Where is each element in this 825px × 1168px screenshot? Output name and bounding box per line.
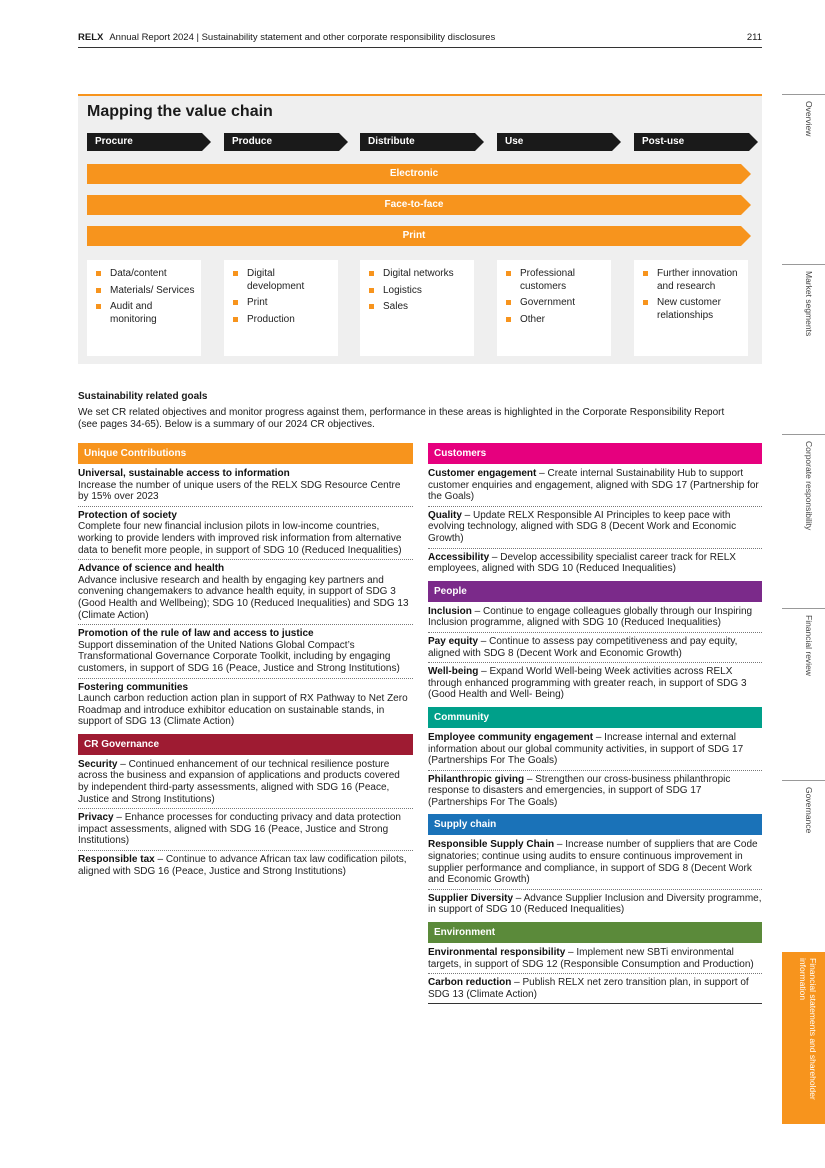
- objective-item: [428, 839, 762, 889]
- objective-text: – Develop accessibility specialist career track for RELX employees, aligned with SDG 10 (Reduced Inequalities): [428, 551, 736, 575]
- objective-text: – Implement new SBTi environmental targets, in support of SDG 12 (Responsible Consumption and Production): [428, 947, 754, 970]
- objective-text: – Create internal Sustainability Hub to support customer enquiries and engagement, aligned with SDG 17 (Partnership for the Goals): [428, 468, 759, 503]
- page-header: [78, 32, 762, 46]
- objective-text: – Update RELX Responsible AI Principles to keep pace with evolving technology, aligned with SDG 8 (Decent Work and Economic Growth): [428, 509, 737, 544]
- list-item: Logistics: [368, 285, 468, 298]
- objective-text: Advance inclusive research and health by engaging key partners and convening changemakers to advance health equity, in support of SDG 3 (Good Health and Wellbeing); SDG 10 (Reduced Inequalities) and SDG 13 (Climate Action): [78, 574, 409, 621]
- objective-item: [428, 977, 762, 1004]
- brand-name: RELX: [78, 32, 104, 43]
- list-item: Materials/ Services: [95, 285, 195, 298]
- objective-title: Supplier Diversity: [428, 892, 514, 904]
- objective-title: Universal, sustainable access to information: [78, 468, 290, 479]
- section-header-unique-contributions: Unique Contributions: [78, 443, 413, 464]
- list-item: Further innovation and research: [642, 268, 742, 293]
- tab-corporate-responsibility[interactable]: [782, 434, 825, 608]
- objective-title: Promotion of the rule of law and access to justice: [78, 628, 314, 640]
- objective-item: [428, 893, 762, 919]
- list-item: Digital networks: [368, 268, 468, 281]
- list-item: Sales: [368, 301, 468, 314]
- list-item: Print: [232, 297, 332, 310]
- objective-title: Employee community engagement: [428, 731, 594, 743]
- column-procure: [87, 260, 201, 356]
- objectives-right-column: [428, 443, 762, 1007]
- goals-heading: Sustainability related goals: [78, 391, 208, 402]
- objective-item: [78, 628, 413, 678]
- column-distribute: [360, 260, 474, 356]
- column-post-use: [634, 260, 748, 356]
- objective-text: – Continue to engage colleagues globally through our Inspiring Inclusion programme, aligned with SDG 10 (Reduced Inequalities): [428, 605, 753, 629]
- section-header-cr-governance: CR Governance: [78, 734, 413, 755]
- tab-overview[interactable]: [782, 94, 825, 264]
- objective-item: [78, 563, 413, 625]
- objective-text: – Increase number of suppliers that are Code signatories; continue using audits to ensure continuous improvement in supplier performance and compliance, in support of SDG 8 (Decent Work and Economic Growth): [428, 839, 758, 886]
- tab-governance[interactable]: [782, 780, 825, 952]
- objective-title: Protection of society: [78, 509, 177, 521]
- tab-market-segments[interactable]: [782, 264, 825, 434]
- list-item: Production: [232, 314, 332, 327]
- stage-procure: Procure: [87, 133, 202, 151]
- objective-item: [78, 759, 413, 809]
- value-chain-panel: [78, 94, 762, 364]
- report-title: Annual Report 2024 | Sustainability statement and other corporate responsibility disclosures: [109, 32, 496, 43]
- objective-item: [428, 552, 762, 578]
- objective-item: [78, 854, 413, 880]
- objective-text: – Expand World Well-being Week activities across RELX through enhanced programming with greater reach, in support of SDG 3 (Good Health and Well- Being): [428, 666, 747, 701]
- tab-label: Market segments: [804, 271, 814, 337]
- objective-title: Security: [78, 758, 118, 770]
- goals-intro: We set CR related objectives and monitor progress against them, performance in these areas is highlighted in the Corporate Responsibility Report (see pages 34-65). Below is a summary of our 2024 CR objectives.: [78, 407, 725, 430]
- objective-item: [428, 666, 762, 704]
- objective-item: [428, 947, 762, 974]
- tab-label: Corporate responsibility: [804, 441, 814, 531]
- objective-item: [428, 468, 762, 507]
- band-print: Print: [87, 226, 741, 246]
- objective-title: Well-being: [428, 666, 479, 678]
- objective-title: Pay equity: [428, 635, 479, 647]
- objective-title: Environmental responsibility: [428, 947, 566, 959]
- objective-item: [428, 732, 762, 771]
- objective-title: Customer engagement: [428, 468, 537, 479]
- objective-title: Quality: [428, 509, 462, 521]
- objective-title: Responsible Supply Chain: [428, 839, 555, 851]
- tab-label: Financial statements and shareholder information: [798, 958, 818, 1100]
- objective-item: [428, 510, 762, 549]
- objective-item: [428, 606, 762, 633]
- objective-text: – Strengthen our cross-business philanthropic response to disasters and emergencies, in support of SDG 17 (Partnerships For The Goals): [428, 773, 731, 808]
- objective-text: Support dissemination of the United Nations Global Compact’s Transformational Governance Corporate Toolkit, including by engaging customers, in support of SDG 16 (Peace, Justice and Strong Institutions): [78, 639, 400, 674]
- objective-item: [78, 812, 413, 851]
- objective-text: Increase the number of unique users of the RELX SDG Resource Centre by 15% over 2023: [78, 479, 401, 503]
- stage-produce: Produce: [224, 133, 339, 151]
- objective-text: – Enhance processes for conducting privacy and data protection impact assessments, aligned with SDG 16 (Peace, Justice and Strong Institutions): [78, 812, 401, 847]
- stage-post-use: Post-use: [634, 133, 749, 151]
- value-chain-title: Mapping the value chain: [87, 103, 273, 120]
- header-title-group: [78, 32, 495, 46]
- objective-text: – Increase internal and external information about our global community activities, in support of SDG 17 (Partnerships For The Goals): [428, 731, 744, 767]
- tab-financial-statements[interactable]: [782, 952, 825, 1124]
- band-face-to-face: Face-to-face: [87, 195, 741, 215]
- objective-item: [428, 636, 762, 663]
- list-item: Government: [505, 297, 605, 310]
- list-item: Professional customers: [505, 268, 605, 293]
- objective-text: – Continue to advance African tax law codification pilots, aligned with SDG 16 (Peace, Justice and Strong Institutions): [78, 854, 407, 877]
- objective-title: Fostering communities: [78, 681, 189, 693]
- objective-title: Inclusion: [428, 605, 472, 617]
- tab-label: Financial review: [804, 615, 814, 676]
- objective-item: [78, 510, 413, 560]
- stage-distribute: Distribute: [360, 133, 475, 151]
- list-item: Audit and monitoring: [95, 301, 195, 326]
- list-item: Digital development: [232, 268, 332, 293]
- list-item: Data/content: [95, 268, 195, 281]
- objective-text: – Continued enhancement of our technical resilience posture across the business and expansion of applications and products covered by independent third-party assessments, aligned with SDG 16 (Peace, Justice and Strong Institutions): [78, 758, 400, 805]
- column-use: [497, 260, 611, 356]
- list-item: New customer relationships: [642, 297, 742, 322]
- objective-text: – Continue to assess pay competitiveness and pay equity, aligned with SDG 8 (Decent Work and Economic Growth): [428, 635, 738, 659]
- objective-item: [78, 682, 413, 731]
- objective-text: Launch carbon reduction action plan in support of RX Pathway to Net Zero Roadmap and introduce exhibitor education on sustainable stands, in support of SDG 13 (Climate Action): [78, 693, 408, 728]
- page-number: 211: [746, 32, 762, 43]
- objective-title: Carbon reduction: [428, 977, 512, 989]
- objective-text: Complete four new financial inclusion pilots in low-income countries, working to provide lenders with improved risk information from alternative data to benefit more people, in support of SDG 10 (Reduced Inequalities): [78, 521, 402, 556]
- objective-text: – Publish RELX net zero transition plan, in support of SDG 13 (Climate Action): [428, 977, 749, 1000]
- section-header-environment: Environment: [428, 922, 762, 943]
- objective-item: [78, 468, 413, 507]
- tab-label: Governance: [804, 787, 814, 834]
- tab-label: Overview: [804, 101, 814, 137]
- objective-text: – Advance Supplier Inclusion and Diversity programme, in support of SDG 10 (Reduced Inequalities): [428, 892, 762, 916]
- list-item: Other: [505, 314, 605, 327]
- tab-financial-review[interactable]: [782, 608, 825, 780]
- objectives-left-column: [78, 443, 413, 883]
- section-header-people: People: [428, 581, 762, 602]
- section-header-community: Community: [428, 707, 762, 728]
- objective-item: [428, 774, 762, 812]
- column-produce: [224, 260, 338, 356]
- band-electronic: Electronic: [87, 164, 741, 184]
- section-header-customers: Customers: [428, 443, 762, 464]
- objective-title: Privacy: [78, 812, 114, 824]
- header-rule: [78, 47, 762, 48]
- objective-title: Accessibility: [428, 551, 490, 563]
- objective-title: Philanthropic giving: [428, 773, 525, 785]
- stage-use: Use: [497, 133, 612, 151]
- objective-title: Advance of science and health: [78, 563, 225, 575]
- section-header-supply-chain: Supply chain: [428, 814, 762, 835]
- objective-title: Responsible tax: [78, 854, 155, 866]
